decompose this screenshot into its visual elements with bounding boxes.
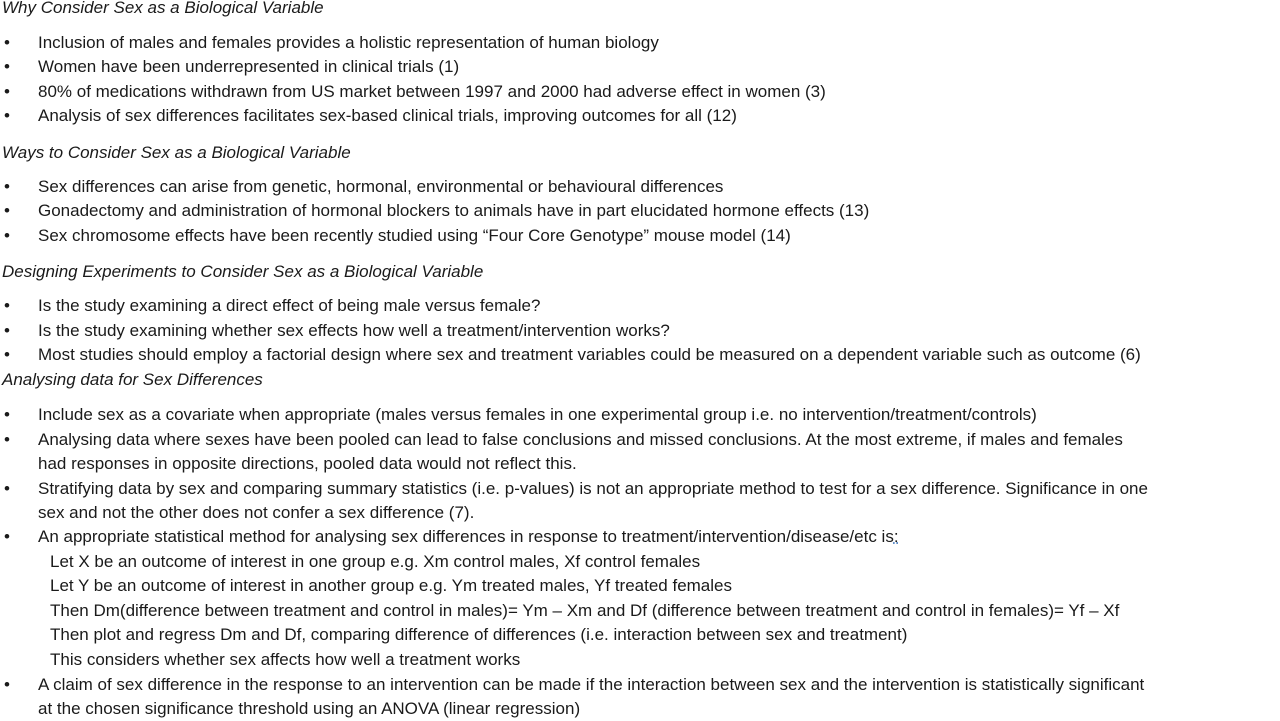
list-item-continuation: sex and not the other does not confer a sex difference (7). [38, 503, 475, 522]
list-item: Inclusion of males and females provides a holistic representation of human biology [38, 33, 659, 52]
bullet-icon: • [4, 177, 10, 196]
bullet-icon: • [4, 345, 10, 364]
list-item: Most studies should employ a factorial design where sex and treatment variables could be measured on a dependent variable such as outcome (6) [38, 345, 1141, 364]
list-item: 80% of medications withdrawn from US market between 1997 and 2000 had adverse effect in women (3) [38, 82, 826, 101]
bullet-icon: • [4, 57, 10, 76]
bullet-icon: • [4, 201, 10, 220]
bullet-icon: • [4, 82, 10, 101]
method-step: Let X be an outcome of interest in one group e.g. Xm control males, Xf control females [50, 552, 701, 571]
list-item: Include sex as a covariate when appropriate (males versus females in one experimental group i.e. no intervention/treatment/controls) [38, 405, 1037, 424]
list-item-continuation: at the chosen significance threshold using an ANOVA (linear regression) [38, 699, 581, 718]
bullet-icon: • [4, 296, 10, 315]
comment-marker-link[interactable]: : [893, 527, 899, 546]
list-item: Sex chromosome effects have been recently studied using “Four Core Genotype” mouse model (14) [38, 226, 791, 245]
list-item: Analysing data where sexes have been pooled can lead to false conclusions and missed conclusions. At the most extreme, if males and females [38, 430, 1123, 449]
section-heading-why: Why Consider Sex as a Biological Variable [2, 0, 324, 17]
bullet-icon: • [4, 430, 10, 449]
method-step: This considers whether sex affects how well a treatment works [50, 650, 521, 669]
bullet-icon: • [4, 405, 10, 424]
method-step: Then Dm(difference between treatment and control in males)= Ym – Xm and Df (difference between treatment and control in females)= Yf – Xf [50, 601, 1120, 620]
list-item: A claim of sex difference in the response to an intervention can be made if the interaction between sex and the intervention is statistically significant [38, 675, 1145, 694]
bullet-icon: • [4, 479, 10, 498]
bullet-icon: • [4, 106, 10, 125]
bullet-icon: • [4, 675, 10, 694]
list-item: Stratifying data by sex and comparing summary statistics (i.e. p-values) is not an appropriate method to test for a sex difference. Significance in one [38, 479, 1148, 498]
bullet-icon: • [4, 226, 10, 245]
list-item: Sex differences can arise from genetic, hormonal, environmental or behavioural differences [38, 177, 724, 196]
list-item: Is the study examining whether sex effects how well a treatment/intervention works? [38, 321, 670, 340]
list-item-continuation: had responses in opposite directions, pooled data would not reflect this. [38, 454, 577, 473]
bullet-icon: • [4, 321, 10, 340]
section-heading-designing: Designing Experiments to Consider Sex as a Biological Variable [2, 262, 484, 281]
list-item [38, 525, 899, 549]
list-item: Is the study examining a direct effect of being male versus female? [38, 296, 541, 315]
section-heading-ways: Ways to Consider Sex as a Biological Variable [2, 143, 351, 162]
method-step: Then plot and regress Dm and Df, comparing difference of differences (i.e. interaction between sex and treatment) [50, 625, 908, 644]
list-item: Gonadectomy and administration of hormonal blockers to animals have in part elucidated hormone effects (13) [38, 201, 870, 220]
method-step: Let Y be an outcome of interest in another group e.g. Ym treated males, Yf treated females [50, 576, 732, 595]
bullet-icon: • [4, 527, 10, 546]
bullet-icon: • [4, 33, 10, 52]
list-item: Analysis of sex differences facilitates sex-based clinical trials, improving outcomes for all (12) [38, 106, 737, 125]
list-item-text: An appropriate statistical method for analysing sex differences in response to treatment/intervention/disease/etc is [38, 527, 894, 546]
section-heading-analysing: Analysing data for Sex Differences [2, 370, 263, 389]
list-item: Women have been underrepresented in clinical trials (1) [38, 57, 460, 76]
